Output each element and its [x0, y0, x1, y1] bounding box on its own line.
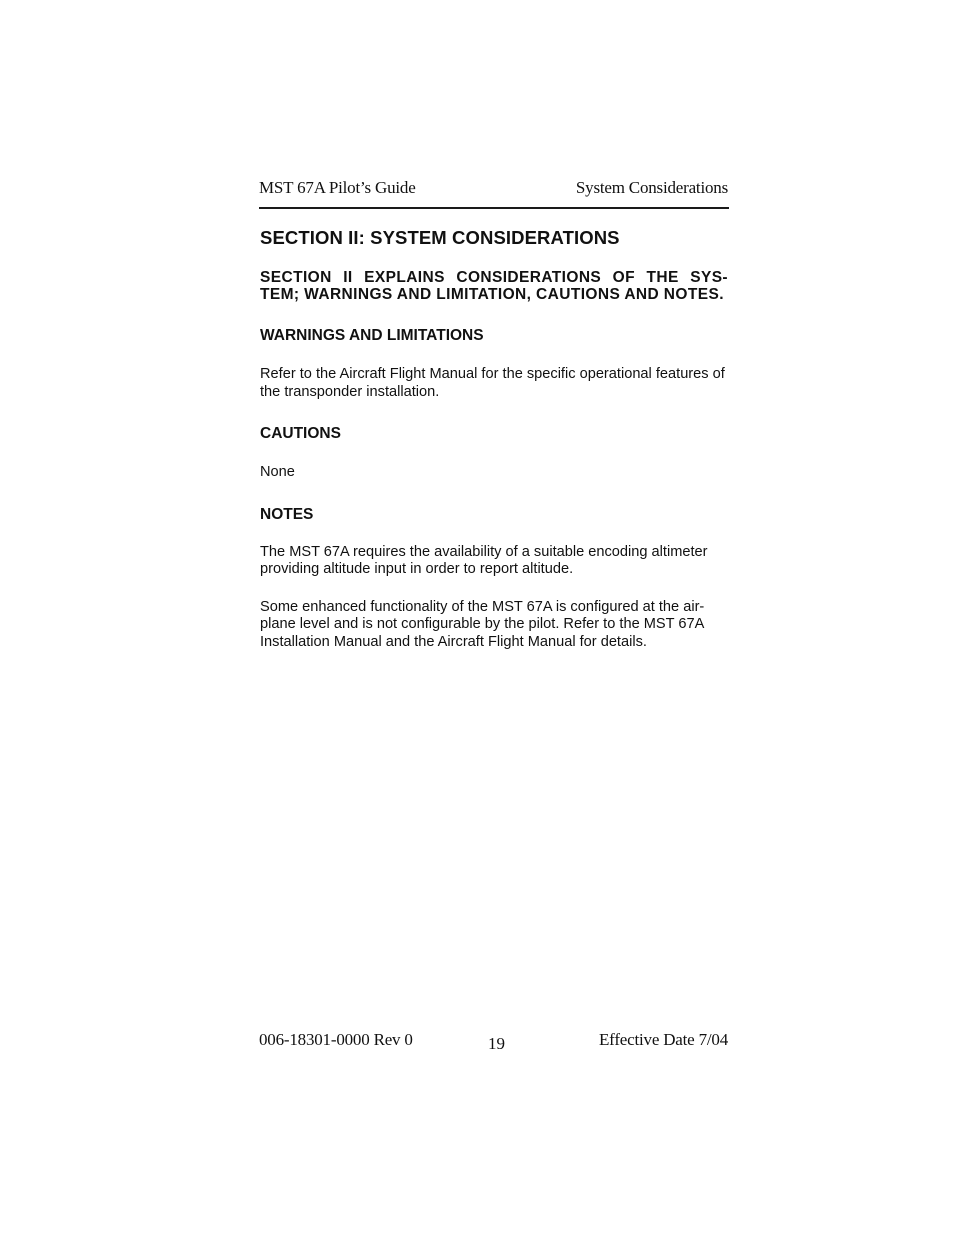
- cautions-heading: CAUTIONS: [260, 425, 341, 442]
- notes-paragraph: The MST 67A requires the availability of a suitable encoding altimeter providing altitude input in order to report altitude.: [260, 543, 708, 577]
- section-title: SECTION II: SYSTEM CONSIDERATIONS: [260, 227, 620, 248]
- header-guide-title: MST 67A Pilot’s Guide: [259, 178, 416, 197]
- warnings-heading: WARNINGS AND LIMITATIONS: [260, 327, 484, 344]
- running-footer: [259, 1030, 729, 1058]
- page-content: [260, 226, 728, 651]
- running-header: [259, 177, 729, 209]
- notes-heading: NOTES: [260, 505, 314, 523]
- section-intro: SECTION II EXPLAINS CONSIDERATIONS OF THE SYS- TEM; WARNINGS AND LIMITATION, CAUTIONS AND NOTES.: [260, 269, 728, 303]
- page-number: 19: [488, 1034, 505, 1053]
- cautions-text: None: [260, 464, 295, 480]
- header-chapter-title: System Considerations: [575, 178, 728, 197]
- notes-paragraph: Some enhanced functionality of the MST 67A is configured at the air- plane level and is not configurable by the pilot. Refer to the MST 67A Installation Manual and the Aircraft Flight Manual for details.: [260, 598, 705, 650]
- footer-effective-date: Effective Date 7/04: [599, 1030, 728, 1049]
- warnings-text: Refer to the Aircraft Flight Manual for the specific operational features of the transponder installation.: [260, 366, 725, 400]
- footer-document-number: 006-18301-0000 Rev 0: [259, 1030, 413, 1049]
